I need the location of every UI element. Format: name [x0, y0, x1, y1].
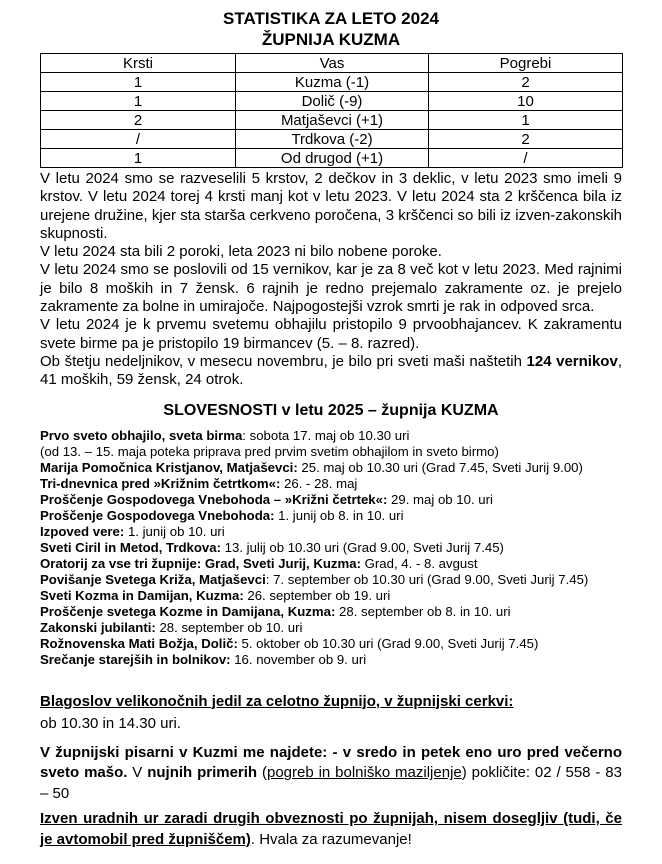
- events-heading: SLOVESNOSTI v letu 2025 – župnija KUZMA: [163, 401, 499, 419]
- table-cell: /: [429, 149, 623, 168]
- text-span: , 41 moških, 59 žensk, 24 otrok.: [40, 352, 622, 389]
- event-line: [40, 508, 622, 524]
- event-detail: 28. september ob 10. uri: [155, 619, 303, 635]
- text-span: 124 vernikov: [526, 352, 618, 370]
- event-detail: 29. maj ob 10. uri: [387, 491, 493, 507]
- text-span: Izven uradnih ur zaradi drugih obveznosti po župnijah, nisem dosegljiv (tudi, če je avtomobil pred župniščem): [40, 810, 622, 848]
- event-label: Sveti Kozma in Damijan, Kuzma:: [40, 587, 244, 603]
- table-cell: 1: [41, 73, 236, 92]
- table-header-row: [41, 54, 623, 73]
- event-line: [40, 620, 622, 636]
- paragraph: [40, 243, 622, 261]
- table-row: [41, 149, 623, 168]
- event-label: Proščenje svetega Kozme in Damijana, Kuzma:: [40, 603, 336, 619]
- table-cell: 2: [41, 111, 236, 130]
- table-cell: Od drugod (+1): [236, 149, 429, 168]
- event-label: Prvo sveto obhajilo, sveta birma: [40, 427, 243, 443]
- event-label: Rožnovenska Mati Božja, Dolič:: [40, 635, 238, 651]
- event-line: [40, 652, 622, 668]
- table-header-krsti: Krsti: [41, 54, 236, 73]
- text-span: Blagoslov velikonočnih jedil za celotno župnijo, v župnijski cerkvi:: [40, 692, 514, 710]
- event-detail: 5. oktober ob 10.30 uri (Grad 9.00, Sveti Jurij 7.45): [237, 635, 539, 651]
- event-detail: : 7. september ob 10.30 uri (Grad 9.00, Sveti Jurij 7.45): [265, 571, 589, 587]
- event-label: Povišanje Svetega Križa, Matjaševci: [40, 571, 266, 587]
- event-detail: 16. november ob 9. uri: [230, 651, 367, 667]
- event-line: [40, 556, 622, 572]
- event-detail: : sobota 17. maj ob 10.30 uri: [242, 427, 410, 443]
- easter-blessing-block: [40, 691, 622, 735]
- text-span: V letu 2024 sta bili 2 poroki, leta 2023 ni bilo nobene poroke.: [40, 243, 442, 261]
- event-line: [40, 636, 622, 652]
- event-detail: 26. - 28. maj: [280, 475, 358, 491]
- text-span: V letu 2024 smo se poslovili od 15 vernikov, kar je za 8 več kot v letu 2023. Med rajnimi je bilo 8 moških in 7 žensk. 6 rajnih je redno prejemalo zakramente oz. je prejelo zakramente za bolne in umirajoče. Najpogostejši vzrok smrti je rak in odpoved srca.: [40, 261, 622, 316]
- event-line: [40, 588, 622, 604]
- event-label: Marija Pomočnica Kristjanov, Matjaševci:: [40, 459, 298, 475]
- event-detail: (od 13. – 15. maja poteka priprava pred prvim svetim obhajilom in sveto birmo): [40, 443, 499, 459]
- event-detail: 26. september ob 19. uri: [243, 587, 391, 603]
- statistics-table: [40, 53, 623, 168]
- table-cell: Kuzma (-1): [236, 73, 429, 92]
- text-span: pogreb in bolniško maziljenje: [266, 764, 462, 782]
- table-cell: 1: [429, 111, 623, 130]
- document-title-line2: ŽUPNIJA KUZMA: [261, 30, 401, 49]
- event-line: [40, 540, 622, 556]
- table-cell: 2: [429, 73, 623, 92]
- text-span: Ob štetju nedeljnikov, v mesecu novembru, je bilo pri sveti maši naštetih: [40, 352, 527, 370]
- text-span: nujnih primerih: [147, 764, 258, 782]
- event-label: Izpoved vere:: [40, 523, 125, 539]
- text-span: (: [257, 764, 267, 782]
- event-detail: 13. julij ob 10.30 uri (Grad 9.00, Sveti Jurij 7.45): [221, 539, 504, 555]
- event-detail: 1. junij ob 8. in 10. uri: [274, 507, 404, 523]
- event-label: Zakonski jubilanti:: [40, 619, 156, 635]
- table-cell: /: [41, 130, 236, 149]
- text-span: V letu 2024 je k prvemu svetemu obhajilu pristopilo 9 prvoobhajancev. K zakramentu svete birme pa je pristopilo 19 birmancev (5. – 8. razred).: [40, 316, 622, 352]
- event-label: Sveti Ciril in Metod, Trdkova:: [40, 539, 221, 555]
- event-detail: 25. maj ob 10.30 uri (Grad 7.45, Sveti Jurij 9.00): [297, 459, 583, 475]
- event-line: [40, 604, 622, 620]
- text-span: V letu 2024 smo se razveselili 5 krstov, 2 dečkov in 3 deklic, v letu 2023 smo imeli 9 krstov. V letu 2024 torej 4 krsti manj kot v letu 2023. V letu 2024 sta 2 krščenca bila iz urejene družine, kjer sta starša cerkveno poročena, 3 krščenci so bili iz izven-zakonskih skupnosti.: [40, 170, 622, 242]
- event-line: [40, 524, 622, 540]
- paragraph: [40, 316, 622, 353]
- event-line: [40, 460, 622, 476]
- table-row: [41, 92, 623, 111]
- table-cell: Dolič (-9): [236, 92, 429, 111]
- availability-note-block: [40, 809, 622, 850]
- table-row: [41, 73, 623, 92]
- table-row: [41, 130, 623, 149]
- event-detail: 1. junij ob 10. uri: [124, 523, 225, 539]
- table-cell: 10: [429, 92, 623, 111]
- text-span: V: [127, 764, 148, 782]
- paragraph: [40, 170, 622, 243]
- event-detail: Grad, 4. - 8. avgust: [360, 555, 478, 571]
- table-cell: Matjaševci (+1): [236, 111, 429, 130]
- event-line: [40, 572, 622, 588]
- table-header-pogrebi: Pogrebi: [429, 54, 623, 73]
- table-cell: Trdkova (-2): [236, 130, 429, 149]
- document-title: [40, 8, 622, 50]
- text-span: V župnijski pisarni v Kuzmi me najdete: - v sredo in petek eno uro pred večerno sveto mašo.: [40, 743, 622, 782]
- paragraph: [40, 261, 622, 316]
- event-line: [40, 476, 622, 492]
- event-label: Proščenje Gospodovega Vnebohoda – »Križni četrtek«:: [40, 491, 388, 507]
- office-hours-block: [40, 743, 622, 805]
- table-header-vas: Vas: [236, 54, 429, 73]
- text-span: ) pokličite: 02 / 558 - 83 – 50: [40, 764, 622, 802]
- table-row: [41, 111, 623, 130]
- table-cell: 1: [41, 92, 236, 111]
- event-line: [40, 444, 622, 460]
- text-span: . Hvala za razumevanje!: [250, 830, 412, 848]
- event-line: [40, 428, 622, 444]
- text-span: ob 10.30 in 14.30 uri.: [40, 714, 181, 732]
- table-cell: 2: [429, 130, 623, 149]
- document-title-line1: STATISTIKA ZA LETO 2024: [223, 9, 439, 28]
- event-label: Srečanje starejših in bolnikov:: [40, 651, 231, 667]
- event-label: Oratorij za vse tri župnije: Grad, Sveti Jurij, Kuzma:: [40, 555, 361, 571]
- events-list: [40, 428, 622, 668]
- table-cell: 1: [41, 149, 236, 168]
- event-label: Tri-dnevnica pred »Križnim četrtkom«:: [40, 475, 281, 491]
- paragraph: [40, 353, 622, 390]
- event-detail: 28. september ob 8. in 10. uri: [335, 603, 511, 619]
- statistics-paragraphs: [40, 170, 622, 390]
- event-label: Proščenje Gospodovega Vnebohoda:: [40, 507, 275, 523]
- event-line: [40, 492, 622, 508]
